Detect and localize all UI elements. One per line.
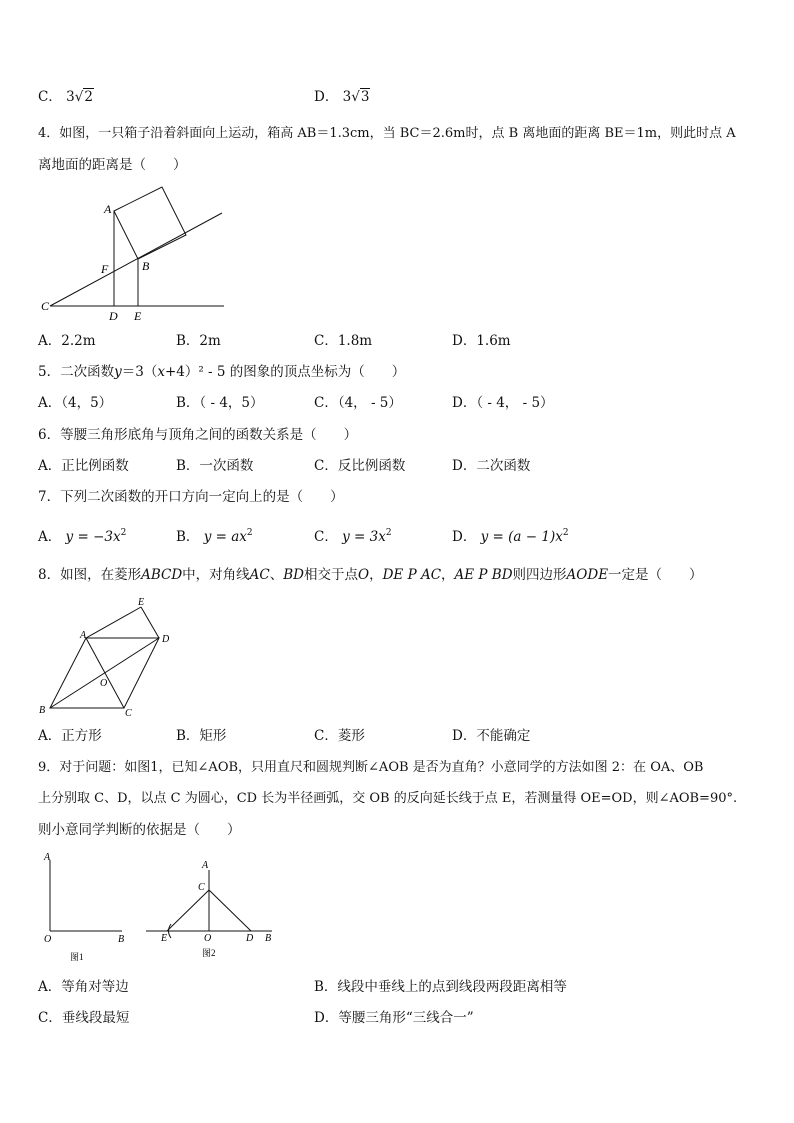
- q4-option-b: B．2m: [176, 333, 221, 349]
- q8-stem-p8: 一定是（ ）: [608, 567, 703, 583]
- q9-fig2-label-d: D: [246, 933, 254, 944]
- q6-option-d: D．二次函数: [452, 458, 531, 474]
- q3-option-d-radicand: 3: [360, 89, 370, 105]
- q4-figure: [38, 183, 230, 323]
- q5-stem-mid: ＝3（: [121, 364, 158, 380]
- q4-box: [114, 187, 186, 259]
- q4-label-b: B: [142, 259, 150, 273]
- q7-option-b-expr: y = ax: [203, 529, 247, 545]
- q8-stem-p4: 相交于点: [304, 567, 359, 583]
- q7-option-a-sup: 2: [120, 528, 127, 538]
- q8-label-a: A: [80, 630, 87, 641]
- q8-diagonal-BD: [50, 638, 159, 708]
- q4-label-f: F: [101, 262, 109, 276]
- q9-stem-line3: 则小意同学判断的依据是（ ）: [38, 822, 241, 838]
- q8-stem-p2: 中，对角线: [182, 567, 250, 583]
- q8-stem-ae: AE P BD: [454, 567, 513, 583]
- q9-fig2-label-a: A: [202, 860, 209, 871]
- q5-option-b: B．（ - 4，5）: [176, 395, 264, 411]
- q8-label-o: O: [100, 678, 108, 689]
- q7-option-d: [452, 524, 569, 546]
- q8-label-d: D: [162, 634, 170, 645]
- q4-label-d: D: [109, 309, 118, 323]
- q3-option-c-radicand: 2: [84, 89, 93, 105]
- q4-slope-line: [50, 213, 222, 306]
- q3-option-c-coef: 3: [66, 89, 75, 105]
- q9-fig1-label-b: B: [118, 934, 125, 945]
- q5-stem: [38, 363, 405, 381]
- q4-option-a: A．2.2m: [38, 333, 96, 349]
- q9-fig1-label-o: O: [44, 934, 52, 945]
- q7-option-d-sup: 2: [562, 528, 569, 538]
- q3-option-c-letter: C．: [38, 89, 62, 105]
- q9-fig1-label-a: A: [44, 852, 51, 863]
- q7-option-c: [314, 524, 392, 546]
- q3-option-d-radical: √3: [351, 89, 370, 105]
- q3-option-c-radical: √2: [74, 89, 93, 105]
- q8-option-d: D．不能确定: [452, 728, 531, 744]
- q5-option-c: C．（4， - 5）: [314, 395, 402, 411]
- q5-stem-post: +4）² - 5 的图象的顶点坐标为（ ）: [164, 364, 406, 380]
- q7-option-d-expr: y = (a − 1)x: [480, 529, 563, 545]
- q9-option-a: A．等角对等边: [38, 979, 129, 995]
- q8-stem-p7: 则四边形: [512, 567, 567, 583]
- q8-stem-ac: AC: [249, 567, 270, 583]
- q9-fig2-label-c: C: [198, 882, 205, 893]
- q9-option-b: B．线段中垂线上的点到线段两段距离相等: [314, 979, 567, 995]
- q5-stem-var2: x: [157, 364, 165, 380]
- q8-stem-abcd: ABCD: [141, 567, 183, 583]
- q9-stem-line1: 9．对于问题：如图1，已知∠AOB，只用直尺和圆规判断∠AOB 是否为直角？小意同学的方法如图 2：在 OA、OB: [38, 760, 704, 775]
- q8-label-c: C: [125, 708, 132, 719]
- q3-option-d-letter: D．: [314, 89, 339, 105]
- q8-stem-de: DE P AC: [382, 567, 442, 583]
- q4-label-c: C: [41, 299, 50, 313]
- q8-stem-p1: 8．如图，在菱形: [38, 567, 142, 583]
- q9-option-c: C．垂线段最短: [38, 1010, 130, 1026]
- q8-stem-aode: AODE: [566, 567, 609, 583]
- q8-option-a: A．正方形: [38, 728, 102, 744]
- q7-option-c-letter: C．: [314, 529, 338, 545]
- q8-stem-p6: ，: [441, 567, 455, 583]
- q8-line-DE: [141, 607, 159, 638]
- q7-option-d-letter: D．: [452, 529, 477, 545]
- q5-option-d: D．（ - 4， - 5）: [452, 395, 554, 411]
- q4-option-c: C．1.8m: [314, 333, 373, 349]
- q9-fig2-line-CD: [209, 890, 251, 931]
- q9-fig1-caption: 图1: [70, 952, 84, 962]
- q8-stem: [38, 566, 703, 584]
- q7-option-c-expr: y = 3x: [342, 529, 386, 545]
- q5-option-a: A．（4，5）: [38, 395, 113, 411]
- q6-option-a: A．正比例函数: [38, 458, 129, 474]
- q5-stem-pre: 5．二次函数: [38, 364, 115, 380]
- q9-fig2-label-b: B: [265, 933, 272, 944]
- q9-fig2-label-o: O: [204, 933, 212, 944]
- q8-stem-o: O: [358, 567, 370, 583]
- q7-stem: 7．下列二次函数的开口方向一定向上的是（ ）: [38, 489, 344, 505]
- q8-label-e: E: [138, 597, 145, 608]
- q9-fig2-line-CE: [167, 890, 209, 931]
- q5-stem-var: y: [114, 364, 122, 380]
- q8-option-c: C．菱形: [314, 728, 365, 744]
- q6-option-c: C．反比例函数: [314, 458, 406, 474]
- q8-figure: [36, 595, 176, 720]
- q8-stem-p3: 、: [269, 567, 284, 583]
- q9-fig2-caption: 图2: [202, 948, 216, 958]
- q7-option-b: [176, 524, 253, 546]
- q4-stem-line2: 离地面的距离是（ ）: [38, 157, 187, 173]
- q6-option-b: B．一次函数: [176, 458, 254, 474]
- q9-stem-line2: 上分别取 C、D，以点 C 为圆心，CD 长为半径画弧，交 OB 的反向延长线于点 E，若测量得 OE=OD，则∠AOB=90°.: [38, 791, 738, 806]
- q3-option-d-coef: 3: [342, 89, 352, 105]
- q8-option-b: B．矩形: [176, 728, 227, 744]
- q7-option-b-letter: B．: [176, 529, 200, 545]
- q9-fig2-label-e: E: [161, 933, 168, 944]
- q9-option-d: D．等腰三角形“三线合一”: [314, 1010, 474, 1026]
- q8-stem-p5: ，: [369, 567, 383, 583]
- q7-option-a-expr: y = −3x: [65, 529, 121, 545]
- q9-figures: [40, 848, 280, 963]
- q8-label-b: B: [39, 705, 46, 716]
- q6-stem: 6．等腰三角形底角与顶角之间的函数关系是（ ）: [38, 427, 358, 443]
- q3-option-d: [314, 88, 370, 106]
- q7-option-b-sup: 2: [246, 528, 253, 538]
- q4-label-e: E: [134, 309, 142, 323]
- q8-stem-bd: BD: [283, 567, 305, 583]
- q4-stem-line1: 4．如图，一只箱子沿着斜面向上运动，箱高 AB＝1.3cm，当 BC＝2.6m时，点 B 离地面的距离 BE＝1m，则此时点 A: [38, 126, 736, 141]
- q4-label-a: A: [104, 202, 112, 216]
- q4-option-d: D．1.6m: [452, 333, 511, 349]
- q7-option-c-sup: 2: [385, 528, 392, 538]
- q8-line-AE: [86, 607, 141, 638]
- q7-option-a: [38, 524, 126, 546]
- q3-option-c: [38, 88, 94, 106]
- q7-option-a-letter: A．: [38, 529, 62, 545]
